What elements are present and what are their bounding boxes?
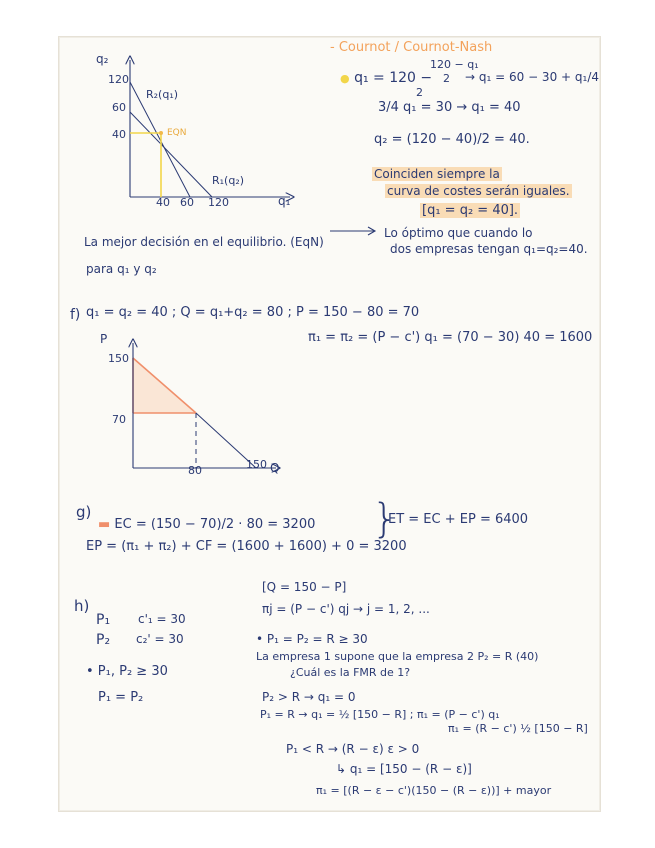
part-h-case4: ↳ q₁ = [150 − (R − ε)] <box>336 762 472 776</box>
note-line3: [q₁ = q₂ = 40]. <box>422 203 519 218</box>
arrow-icon <box>330 225 380 237</box>
part-h-case2b: π₁ = (R − c') ½ [150 − R] <box>448 722 588 735</box>
demand-ytick-70: 70 <box>112 413 126 426</box>
reaction-label-r1: R₁(q₂) <box>212 174 245 187</box>
note-line2: curva de costes serán iguales. <box>387 184 570 198</box>
calc-line1-inner-denom: 2 <box>443 72 450 85</box>
calc-line3: q₂ = (120 − 40)/2 = 40. <box>374 132 530 147</box>
graph1-ytick-60: 60 <box>112 101 126 114</box>
calc-line2: 3/4 q₁ = 30 → q₁ = 40 <box>378 100 521 115</box>
part-h-c1: c'₁ = 30 <box>138 612 186 626</box>
best-decision-line1: La mejor decisión en el equilibrio. (EqN) <box>84 235 324 249</box>
graph1-ytick-40: 40 <box>112 128 126 141</box>
graph1-x-label: q₁ <box>278 194 291 208</box>
page-title: - Cournot / Cournot-Nash <box>330 40 493 55</box>
equilibrium-point <box>159 131 163 135</box>
demand-graph-y-label: P <box>100 332 108 346</box>
graph1-xtick-120: 120 <box>208 196 229 209</box>
note-line1: Coinciden siempre la <box>374 167 500 181</box>
part-h-demand: [Q = 150 − P] <box>262 580 347 594</box>
best-decision-line2: para q₁ y q₂ <box>86 262 157 276</box>
part-g-et: ET = EC + EP = 6400 <box>388 512 529 527</box>
part-h-p2: P₂ <box>96 632 111 648</box>
part-h-text2: ¿Cuál es la FMR de 1? <box>290 666 411 679</box>
part-h-p1: P₁ <box>96 612 111 628</box>
part-f-line2: π₁ = π₂ = (P − c') q₁ = (70 − 30) 40 = 1600 <box>308 330 593 345</box>
part-f-line1: q₁ = q₂ = 40 ; Q = q₁+q₂ = 80 ; P = 150 − 80 = 70 <box>86 305 420 320</box>
demand-xtick-80: 80 <box>188 464 202 477</box>
graph1-xtick-60: 60 <box>180 196 194 209</box>
demand-graph-x-label: Q <box>270 461 280 475</box>
demand-xtick-150: 150 <box>246 458 267 471</box>
equilibrium-label: EQN <box>167 128 187 138</box>
reaction-line-r1 <box>130 112 212 197</box>
part-h-profit: πj = (P − c') qj → j = 1, 2, ... <box>262 602 430 616</box>
part-h-c2: c₂' = 30 <box>136 632 184 646</box>
part-h-text1: La empresa 1 supone que la empresa 2 P₂ = R (40) <box>256 650 539 663</box>
part-h-case5: π₁ = [(R − ε − c')(150 − (R − ε))] + mayor <box>316 784 552 797</box>
part-h-cond: • P₁, P₂ ≥ 30 <box>86 664 168 679</box>
part-g-label: g) <box>76 503 92 521</box>
arrow-note-line2: dos empresas tengan q₁=q₂=40. <box>390 242 588 256</box>
reaction-label-r2: R₂(q₁) <box>146 88 179 101</box>
brace-icon: } <box>372 496 398 542</box>
part-h-case1: P₂ > R → q₁ = 0 <box>262 690 356 704</box>
part-h-bullet: • P₁ = P₂ = R ≥ 30 <box>256 632 368 646</box>
graph1-ytick-120: 120 <box>108 73 129 86</box>
arrow-note-line1: Lo óptimo que cuando lo <box>384 226 533 240</box>
part-g-ep: EP = (π₁ + π₂) + CF = (1600 + 1600) + 0 = 3200 <box>86 539 407 554</box>
calc-line1-denom: 2 <box>416 86 423 99</box>
part-h-case2: P₁ = R → q₁ = ½ [150 − R] ; π₁ = (P − c') q₁ <box>260 708 500 721</box>
demand-ytick-150: 150 <box>108 352 129 365</box>
calc-line1-result: → q₁ = 60 − 30 + q₁/4 <box>465 70 599 84</box>
graph1-y-label: q₂ <box>96 52 109 66</box>
graph1-xtick-40: 40 <box>156 196 170 209</box>
calc-line1-prefix: ● q₁ = 120 − <box>340 70 433 86</box>
part-h-label: h) <box>74 597 90 615</box>
part-f-label: f) <box>70 307 81 323</box>
calc-line1-inner-numer: 120 − q₁ <box>430 58 479 71</box>
part-h-case3: P₁ < R → (R − ε) ε > 0 <box>286 742 420 756</box>
part-g-ec: ▬ EC = (150 − 70)/2 · 80 = 3200 <box>98 517 316 532</box>
part-h-eq: P₁ = P₂ <box>98 690 144 705</box>
